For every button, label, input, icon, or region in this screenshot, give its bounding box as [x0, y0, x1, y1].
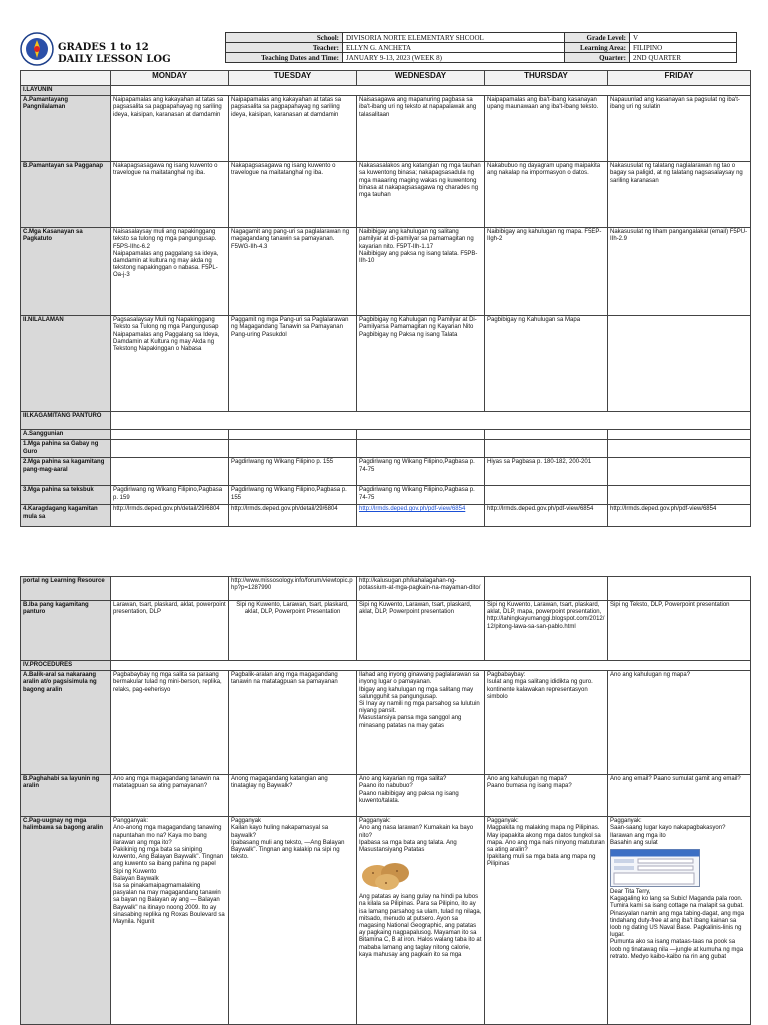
teacher-value: ELLYN G. ANCHETA: [343, 43, 565, 53]
table-row: [21, 458, 751, 486]
table-row: [21, 577, 751, 601]
section-row: [21, 661, 751, 671]
table-row: [21, 162, 751, 228]
cell: Hiyas sa Pagbasa p. 180-182, 200-201: [485, 458, 608, 486]
resource-link[interactable]: http://lrmds.deped.gov.ph/detail/29/6804: [229, 505, 357, 527]
cell: Ano ang kayarian ng mga salita? Paano ito nabubuo? Paano naibibigay ang paksa ng isang kuwento/talata.: [357, 775, 485, 817]
cell: Ano ang mga magagandang tanawin na matatagpuan sa ating pamayanan?: [111, 775, 229, 817]
table-row: [21, 817, 751, 1025]
cell: [485, 577, 608, 601]
cell: [111, 577, 229, 601]
cell: Naipapamalas ang kakayahan at tatas sa pagsasalita sa pagpapahayag ng sariling ideya, kaisipan, karanasan at damdamin: [111, 96, 229, 162]
days-header-row: [21, 71, 751, 86]
cell: Pagdiriwang ng Wikang Filipino,Pagbasa p. 159: [111, 486, 229, 505]
quarter-value: 2ND QUARTER: [630, 53, 737, 63]
table-row: [21, 440, 751, 458]
cell: Nakabubuo ng dayagram upang maipakita ang nakalap na impormasyon o datos.: [485, 162, 608, 228]
cell: Pangganyak: Ano-anong mga magagandang tanawing napuntahan mo na? Kaya mo bang ilarawan ang mga ito? Pakikinig ng mga bata sa siniping kuwento, Ang Balayan Baywalk". Tingnan ang kuwento sa ibang pahina ng papel Sipi ng Kuwento Balayan Baywalk Isa sa pinakamaipagmamalaking pasyalan na may magagandang tanawin sa bayan ng Balayan ay ang — Balayan Baywalk" na itinayo noong 2009. Ito ay sinasabing replika ng Roxas Boulevard sa Maynila. Ngunit: [111, 817, 229, 1025]
cell: Naisasagawa ang mapanuring pagbasa sa iba't-ibang uri ng teksto at napapalawak ang talasalitaan: [357, 96, 485, 162]
cell: [608, 577, 751, 601]
cell: Sipi ng Kuwento, Larawan, tsart, plaskard, aklat, DLP, Powerpoint Presentation: [229, 601, 357, 661]
cell: Ano ang email? Paano sumulat gamit ang email?: [608, 775, 751, 817]
cell: Nakasusulat ng liham pangangalakal (email) F5PU-IIh-2.9: [608, 228, 751, 316]
cell: [485, 430, 608, 440]
table-row: [21, 486, 751, 505]
cell: [111, 440, 229, 458]
section-fill: [111, 412, 751, 430]
school-label: School:: [226, 33, 343, 43]
table-row: [21, 316, 751, 412]
section-fill: [111, 86, 751, 96]
table-row: [21, 601, 751, 661]
row-label: 3.Mga pahina sa teksbuk: [21, 486, 111, 505]
cell: [608, 440, 751, 458]
row-label: C.Pag-uugnay ng mga halimbawa sa bagong aralin: [21, 817, 111, 1025]
table-row: [21, 505, 751, 527]
table-row: [21, 775, 751, 817]
row-label: A.Pamantayang Pangnilalaman: [21, 96, 111, 162]
section-procedures: IV.PROCEDURES: [21, 661, 111, 671]
cell: Pagbibigay ng Kahulugan sa Mapa: [485, 316, 608, 412]
lesson-table-page-2: [20, 576, 751, 1025]
cell: Anong magagandang katangian ang tinataglay ng Baywalk?: [229, 775, 357, 817]
cell: Naipapamalas ang iba't-ibang kasanayan upang maunawaan ang iba't-ibang teksto.: [485, 96, 608, 162]
cell: Nagagamit ang pang-uri sa paglalarawan ng magagandang tanawin sa pamayanan. F5WG-IIh-4.3: [229, 228, 357, 316]
day-friday: FRIDAY: [608, 71, 751, 86]
cell: Pagbabaybay: Isulat ang mga salitang ididikta ng guro. kontinente kalawakan representasyon simbolo: [485, 671, 608, 775]
row-label: 2.Mga pahina sa kagamitang pang-mag-aaral: [21, 458, 111, 486]
resource-link[interactable]: http://kalusugan.ph/kahalagahan-ng-potassium-at-mga-pagkain-na-mayaman-dito/: [357, 577, 485, 601]
cell: Ano ang kahulugan ng mapa? Paano bumasa ng isang mapa?: [485, 775, 608, 817]
day-tuesday: TUESDAY: [229, 71, 357, 86]
section-row: [21, 430, 751, 440]
day-thursday: THURSDAY: [485, 71, 608, 86]
cell: [111, 458, 229, 486]
cell: Nakapagsasagawa ng isang kuwento o travelogue na maitatanghal ng iba.: [111, 162, 229, 228]
cell: [357, 430, 485, 440]
table-row: [21, 96, 751, 162]
cell: [111, 430, 229, 440]
cell: [357, 440, 485, 458]
cell: Naibibigay ang kahulugan ng mapa. F5EP-IIgh-2: [485, 228, 608, 316]
day-wednesday: WEDNESDAY: [357, 71, 485, 86]
cell: Nakapagsasagawa ng isang kuwento o travelogue na maitatanghal ng iba.: [229, 162, 357, 228]
cell: Pagbabaybay ng mga salita sa paraang bermakular tulad ng mini-berson, replika, relaks, pag-eeherisyo: [111, 671, 229, 775]
wednesday-intro: Pagganyak: Ano ang nasa larawan? Kumakain ka bayo nito? Ipabasa sa mga bata ang talata. Ang Masustansiyang Patatas: [359, 818, 474, 854]
cell: Pagbalik-aralan ang mga magagandang tanawin na matatagpuan sa pamayanan: [229, 671, 357, 775]
cell: Pagdiriwang ng Wikang Filipino,Pagbasa p. 155: [229, 486, 357, 505]
deped-seal-icon: [20, 32, 54, 66]
info-table: [225, 32, 737, 63]
cell: Ilahad ang inyong ginawang paglalarawan sa inyong lugar o pamayanan. Ibigay ang kahulugan ng mga salitang may salungguhit sa pangungusap. Si Inay ay namili ng mga parsahog sa lulutuin niyang pansit. Masustansiya pansa mga sanggol ang minasang patatas na may gatas: [357, 671, 485, 775]
cell: Sipi ng Kuwento, Larawan, tsart, plaskard, aklat, DLP, Powerpoint presentation: [357, 601, 485, 661]
section-row: [21, 412, 751, 430]
quarter-label: Quarter:: [565, 53, 630, 63]
cell: [608, 458, 751, 486]
area-label: Learning Area:: [565, 43, 630, 53]
cell: Pagdiriwang ng Wikang Filipino p. 155: [229, 458, 357, 486]
resource-link[interactable]: http://lrmds.deped.gov.ph/pdf-view/6854: [485, 505, 608, 527]
cell: [608, 316, 751, 412]
cell: Nakasusulat ng talatang naglalarawan ng tao o bagay sa paligid, at ng talatang nagsasalaysay ng sariling karanasan: [608, 162, 751, 228]
cell: [608, 430, 751, 440]
row-label: B.Iba pang kagamitang panturo: [21, 601, 111, 661]
cell: [357, 817, 485, 1025]
header: [20, 32, 750, 70]
teacher-label: Teacher:: [226, 43, 343, 53]
cell: Pagbibigay ng Kahulugan ng Pamilyar at Di-Pamilyarsa Pamamagitan ng Kayarian Nito Pagbibigay ng Paksa ng isang Talata: [357, 316, 485, 412]
page-2: [20, 576, 750, 1025]
resource-link[interactable]: http://www.missosology.info/forum/viewtopic.php?p=1287990: [229, 577, 357, 601]
row-label: 4.Karagdagang kagamitan mula sa: [21, 505, 111, 527]
section-row: [21, 86, 751, 96]
dates-value: JANUARY 9-13, 2023 (WEEK 8): [343, 53, 565, 63]
title-line-1: GRADES 1 to 12: [58, 42, 149, 53]
row-label: II.NILALAMAN: [21, 316, 111, 412]
cell: [608, 486, 751, 505]
day-monday: MONDAY: [111, 71, 229, 86]
resource-link[interactable]: http://lrmds.deped.gov.ph/detail/29/6804: [111, 505, 229, 527]
resource-link[interactable]: http://lrmds.deped.gov.ph/pdf-view/6854: [608, 505, 751, 527]
wednesday-reading: Ang patatas ay isang gulay na hindi pa lubos na kilala sa Pilipinas. Para sa Pilipino, ito ay isa lamang parsahog sa ulam, tulad ng nilaga, mitsado, menudo at putsero. Ayon sa magasing National Geographic, ang patatas ay pagkaing nagpapalusog. Mayaman ito sa Bitamina C, B at iron. Halos walang taba ito at mababa lamang ang taglay nitong calorie, kaya mahusay ang pagkain ito sa mga: [359, 894, 482, 958]
cell: Larawan, tsart, plaskard, aklat, powerpoint presentation, DLP: [111, 601, 229, 661]
cell: Naipapamalas ang kakayahan at tatas sa pagsasalita sa pagpapahayag ng sariling ideya, kaisipan, karanasan at damdamin: [229, 96, 357, 162]
cell: Pagdiriwang ng Wikang Filipino,Pagbasa p. 74-75: [357, 486, 485, 505]
doc-title: [58, 42, 171, 66]
email-window-icon: [610, 849, 700, 887]
row-label: 1.Mga pahina sa Gabay ng Guro: [21, 440, 111, 458]
friday-intro: Pagganyak: Saan-saang lugar kayo nakapagbakasyon? Ilarawan ang mga ito Basahin ang sulat: [610, 818, 726, 846]
cell: Pagganyak Kailan kayo huling nakapamasyal sa baywalk? Ipabasang muli ang teksto, —Ang Balayan Baywalk". Tingnan ang kalakip na sipi ng teksto.: [229, 817, 357, 1025]
row-label: portal ng Learning Resource: [21, 577, 111, 601]
resource-link[interactable]: http://lrmds.deped.gov.ph/pdf-view/6854: [357, 505, 485, 527]
blank-corner: [21, 71, 111, 86]
row-label: C.Mga Kasanayan sa Pagkatuto: [21, 228, 111, 316]
area-value: FILIPINO: [630, 43, 737, 53]
cell: Pagsasalaysay Muli ng Napakinggang Teksto sa Tulong ng mga Pangungusap Naipapamalas ang Paggalang sa Ideya, Damdamin at Kultura ng may Akda ng Tekstong Napakinggan o Nabasa: [111, 316, 229, 412]
cell: Naisasalaysay muli ang napakinggang teksto sa tulong ng mga pangungusap. F5PS-IIhc-6.2 Naipapamalas ang paggalang sa ideya, damdamin at kultura ng may akda ng tekstong napakinggan o nabasa. F5PL-Oa-j-3: [111, 228, 229, 316]
cell: [229, 440, 357, 458]
lesson-table-page-1: [20, 70, 751, 527]
row-label: B.Paghahabi sa layunin ng aralin: [21, 775, 111, 817]
cell: Sipi ng Teksto, DLP, Powerpoint presentation: [608, 601, 751, 661]
cell: Naibibigay ang kahulugan ng salitang pamilyar at di-pamilyar sa pamamagitan ng kayarian nito. F5PT-IIh-1.17 Naibibigay ang paksa ng isang talata. F5PB-IIh-10: [357, 228, 485, 316]
friday-letter: Dear Tita Terry, Kagagaling ko lang sa Subic! Maganda pala roon. Tumira kami sa isang cottage na malapit sa gubat. Pinasyalan namin ang mga tabing-dagat, ang mga tindahang duty-free at ang iba't ibang kainan sa loob ng dating US Naval Base. Pagkalinis-linis ng lugar. Pumunta ako sa isang mataas-taas na pook sa loob ng tinatawag nila —jungle at kumuha ng mga retrato. Medyo kaibo-kaibo na rin ang gubat: [610, 889, 745, 960]
section-sanggunian: A.Sanggunian: [21, 430, 111, 440]
cell: [608, 817, 751, 1025]
cell: Nakasasalakos ang katangian ng mga tauhan sa kuwentong binasa; nakapagsasadula ng mga maaaring maging wakas ng kuwentong binasa at nakapagsasagawa ng charades ng mga tauhan: [357, 162, 485, 228]
grade-value: V: [630, 33, 737, 43]
dates-label: Teaching Dates and Time:: [226, 53, 343, 63]
cell: Napauunlad ang kasanayan sa pagsulat ng iba't-ibang uri ng sulatin: [608, 96, 751, 162]
cell: [485, 440, 608, 458]
page-1: [20, 32, 750, 527]
section-kagamitan: III.KAGAMITANG PANTURO: [21, 412, 111, 430]
cell: Paggamit ng mga Pang-uri sa Paglalarawan ng Magagandang Tanawin sa Pamayanan Pang-uring Pasukdol: [229, 316, 357, 412]
cell: Pagdiriwang ng Wikang Filipino,Pagbasa p. 74-75: [357, 458, 485, 486]
grade-label: Grade Level:: [565, 33, 630, 43]
cell: Sipi ng Kuwento, Larawan, tsart, plaskard, aklat, DLP, mapa, powerpoint presentation, http://lahingkayumanggi.blogspot.com/2012/12/pitong-lawa-sa-san-pablo.html: [485, 601, 608, 661]
section-layunin: I.LAYUNIN: [21, 86, 111, 96]
potato-image-icon: [359, 856, 414, 892]
table-row: [21, 671, 751, 775]
row-label: B.Pamantayan sa Pagganap: [21, 162, 111, 228]
cell: [485, 486, 608, 505]
cell: [229, 430, 357, 440]
table-row: [21, 228, 751, 316]
school-value: DIVISORIA NORTE ELEMENTARY SHCOOL: [343, 33, 565, 43]
title-line-2: DAILY LESSON LOG: [58, 54, 171, 65]
section-fill: [111, 661, 751, 671]
row-label: A.Balik-aral sa nakaraang aralin at/o pagsisimula ng bagong aralin: [21, 671, 111, 775]
cell: Ano ang kahulugan ng mapa?: [608, 671, 751, 775]
cell: Pagganyak: Magpakita ng malaking mapa ng Pilipinas. May ipapakita akong mga datos tungkol sa mapa. Ano ang mga nais ninyong matuturan sa ating aralin? Ipakitang muli sa mga bata ang mapa ng Pilipinas: [485, 817, 608, 1025]
